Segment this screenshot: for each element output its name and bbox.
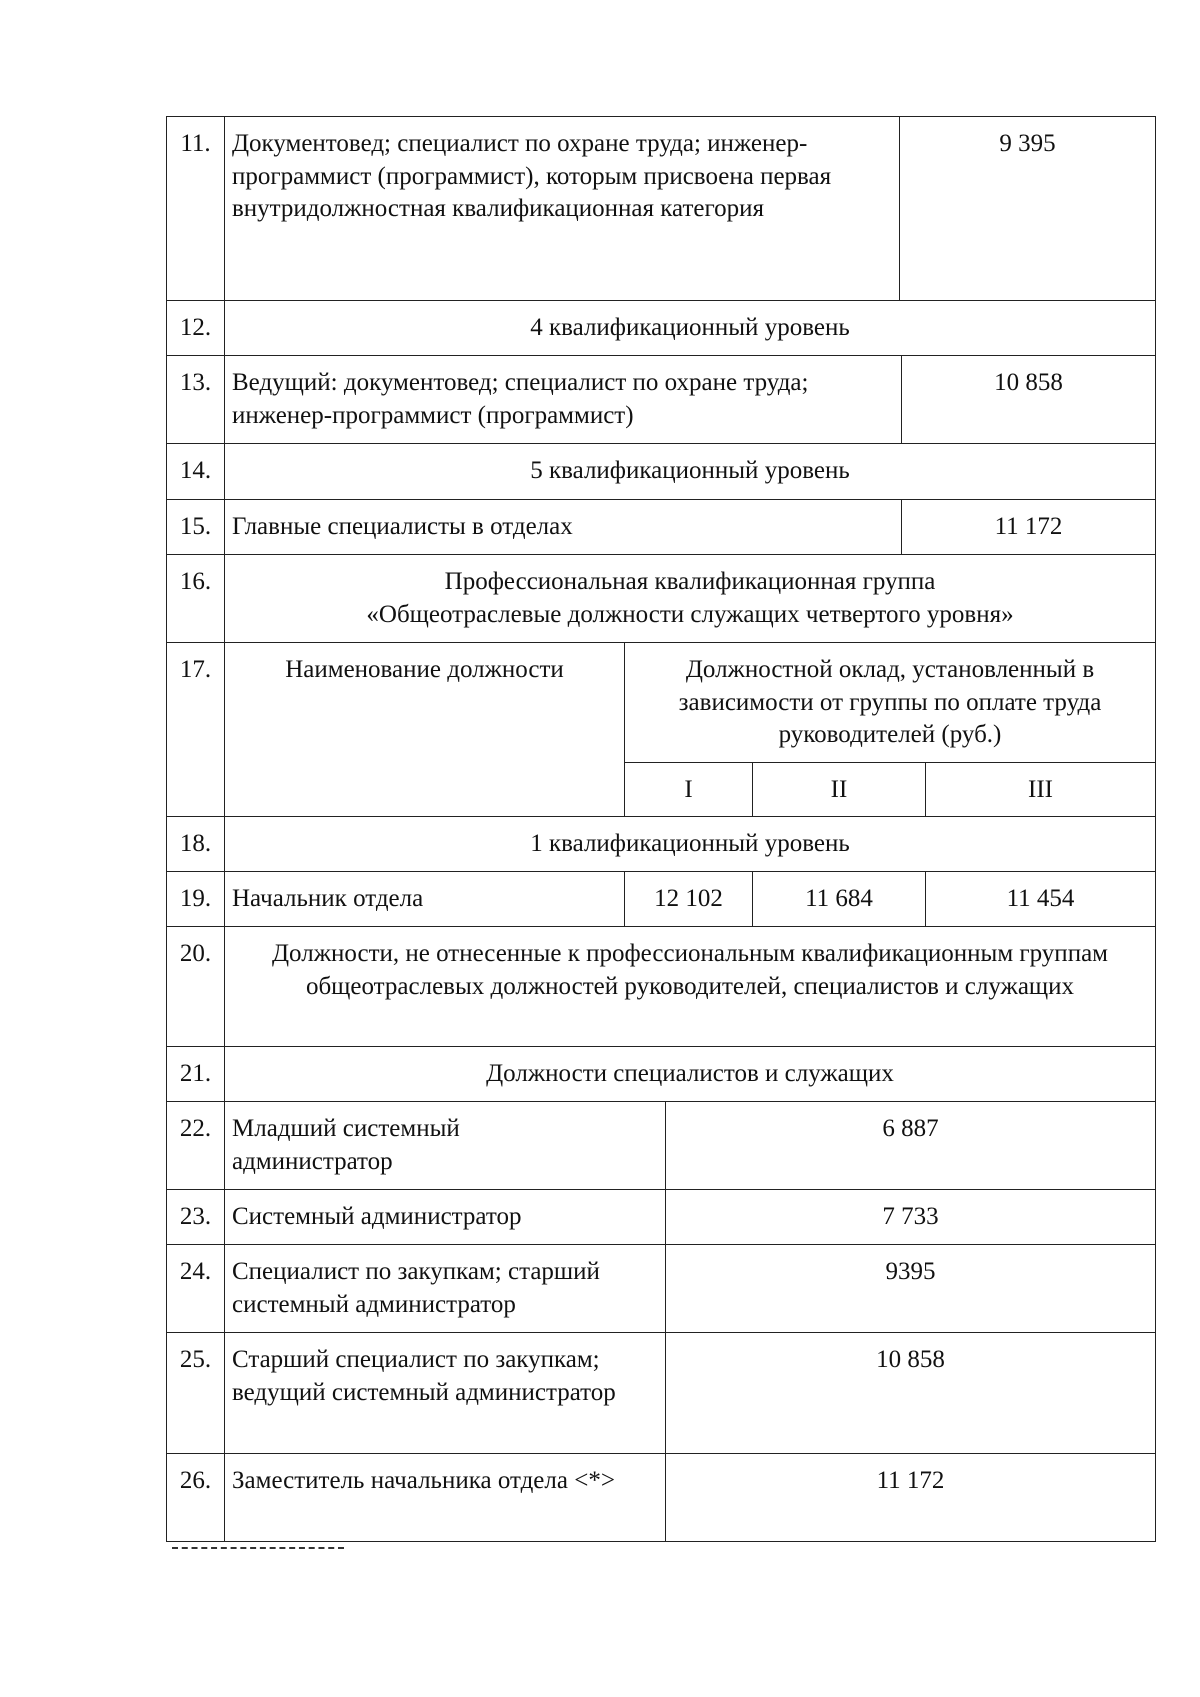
row-20-heading: Должности, не отнесенные к профессиональным квалификационным группам общеотраслевых должностей руководителей, специалистов и служащих xyxy=(224,926,1156,1047)
group-header-i: I xyxy=(624,762,753,817)
row-12-number: 12. xyxy=(166,300,225,356)
row-19-salary-group-iii: 11 454 xyxy=(925,871,1156,927)
row-26-position: Заместитель начальника отдела <*> xyxy=(224,1453,666,1542)
row-19-salary-group-ii: 11 684 xyxy=(752,871,926,927)
row-22-position: Младший системный администратор xyxy=(224,1101,666,1190)
row-26-salary: 11 172 xyxy=(665,1453,1156,1542)
row-24-number: 24. xyxy=(166,1244,225,1333)
row-13-position: Ведущий: документовед; специалист по охране труда; инженер-программист (программист) xyxy=(224,355,902,444)
row-14-number: 14. xyxy=(166,443,225,500)
row-21-number: 21. xyxy=(166,1046,225,1102)
position-name-header: Наименование должности xyxy=(224,642,625,817)
row-24-position: Специалист по закупкам; старший системный администратор xyxy=(224,1244,666,1333)
row-15-position: Главные специалисты в отделах xyxy=(224,499,902,555)
group-header-ii: II xyxy=(752,762,926,817)
row-16-heading-line2: «Общеотраслевые должности служащих четвертого уровня» xyxy=(366,600,1014,628)
row-16-heading-line1: Профессиональная квалификационная группа xyxy=(444,568,936,595)
row-25-salary: 10 858 xyxy=(665,1332,1156,1454)
row-25-number: 25. xyxy=(166,1332,225,1454)
row-20-number: 20. xyxy=(166,926,225,1047)
row-16-heading xyxy=(224,554,1156,643)
row-15-salary: 11 172 xyxy=(901,499,1156,555)
row-22-number: 22. xyxy=(166,1101,225,1190)
row-19-salary-group-i: 12 102 xyxy=(624,871,753,927)
group-header-iii: III xyxy=(925,762,1156,817)
row-25-position: Старший специалист по закупкам; ведущий системный администратор xyxy=(224,1332,666,1454)
row-19-number: 19. xyxy=(166,871,225,927)
row-15-number: 15. xyxy=(166,499,225,555)
row-24-salary: 9395 xyxy=(665,1244,1156,1333)
row-11-salary: 9 395 xyxy=(899,116,1156,301)
row-23-position: Системный администратор xyxy=(224,1189,666,1245)
row-17-number: 17. xyxy=(166,642,225,817)
row-22-salary: 6 887 xyxy=(665,1101,1156,1190)
row-11-position: Документовед; специалист по охране труда; инженер-программист (программист), которым присвоена первая внутридолжностная квалификационная категория xyxy=(224,116,900,301)
salary-header: Должностной оклад, установленный в зависимости от группы по оплате труда руководителей (руб.) xyxy=(624,642,1156,763)
row-23-number: 23. xyxy=(166,1189,225,1245)
row-14-heading: 5 квалификационный уровень xyxy=(224,443,1156,500)
row-26-number: 26. xyxy=(166,1453,225,1542)
footnote-separator xyxy=(172,1547,344,1549)
row-18-heading: 1 квалификационный уровень xyxy=(224,816,1156,872)
row-23-salary: 7 733 xyxy=(665,1189,1156,1245)
row-12-heading: 4 квалификационный уровень xyxy=(224,300,1156,356)
row-13-salary: 10 858 xyxy=(901,355,1156,444)
row-19-position: Начальник отдела xyxy=(224,871,625,927)
row-13-number: 13. xyxy=(166,355,225,444)
row-21-heading: Должности специалистов и служащих xyxy=(224,1046,1156,1102)
row-18-number: 18. xyxy=(166,816,225,872)
row-16-number: 16. xyxy=(166,554,225,643)
row-11-number: 11. xyxy=(166,116,225,301)
